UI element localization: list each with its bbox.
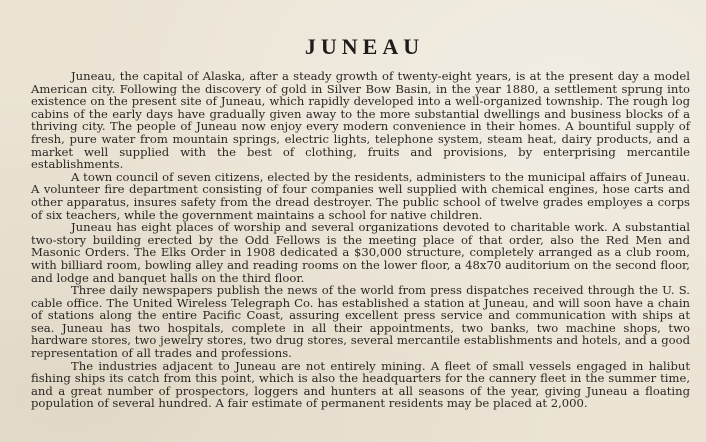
paragraph-industries: The industries adjacent to Juneau are not entirely mining. A fleet of small vessels engaged in halibut fishing ships its catch from this point, which is also the headquarters for the cannery fleet in the summer time, and a great number of prospectors, loggers and hunters at all seasons of the year, giving Juneau a floating population of several hundred. A fair estimate of permanent residents may be placed at 2,000. [31, 358, 690, 411]
page-title: JUNEAU [304, 34, 425, 59]
paragraph-organizations: Juneau has eight places of worship and several organizations devoted to charitable work. A substantial two-story building erected by the Odd Fellows is the meeting place of that order, also the Red Men and Masonic Orders. The Elks Order in 1908 dedicated a $30,000 structure, completely arranged as a club room, with billiard room, bowling alley and reading rooms on the lower floor, a 48x70 auditorium on the second floor, and lodge and banquet halls on the third floor. [31, 220, 690, 285]
article-body [31, 70, 690, 410]
paragraph-history: Juneau, the capital of Alaska, after a steady growth of twenty-eight years, is at the present day a model American city. Following the discovery of gold in Silver Bow Basin, in the year 1880, a settlement sprung into existence on the present site of Juneau, which rapidly developed into a well-organized township. The rough log cabins of the early days have gradually given away to the more substantial dwellings and business blocks of a thriving city. The people of Juneau now enjoy every modern convenience in their homes. A bountiful supply of fresh, pure water from mountain springs, electric lights, telephone system, steam heat, dairy products, and a market well supplied with the best of clothing, fruits and provisions, by enterprising mercantile establishments. [31, 69, 690, 172]
paragraph-government: A town council of seven citizens, elected by the residents, administers to the municipal affairs of Juneau. A volunteer fire department consisting of four companies well supplied with chemical engines, hose carts and other apparatus, insures safety from the dread destroyer. The public school of twelve grades employes a corps of six teachers, while the government maintains a school for native children. [31, 169, 690, 222]
paragraph-newspapers: Three daily newspapers publish the news of the world from press dispatches received through the U. S. cable office. The United Wireless Telegraph Co. has established a station at Juneau, and will soon have a chain of stations along the entire Pacific Coast, assuring excellent press service and communication with ships at sea. Juneau has two hospitals, complete in all their appointments, two banks, two machine shops, two hardware stores, two jewelry stores, two drug stores, several mercantile establishments and hotels, and a good representation of all trades and professions. [31, 283, 690, 361]
